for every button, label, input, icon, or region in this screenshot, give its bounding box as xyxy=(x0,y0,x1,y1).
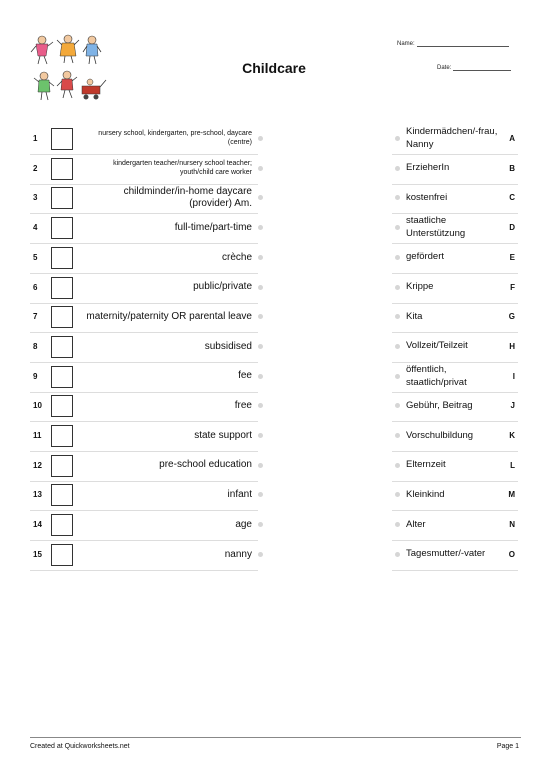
translation-letter: M xyxy=(508,490,515,500)
answer-box[interactable] xyxy=(51,158,73,180)
name-field[interactable] xyxy=(397,40,509,47)
translation-row xyxy=(392,213,518,244)
term-text: pre-school education xyxy=(159,459,252,471)
answer-box[interactable] xyxy=(51,277,73,299)
term-number: 12 xyxy=(33,460,42,470)
match-dot[interactable] xyxy=(395,225,400,230)
translation-row xyxy=(392,421,518,452)
term-text: free xyxy=(234,400,252,412)
answer-box[interactable] xyxy=(51,544,73,566)
term-text: full-time/part-time xyxy=(174,221,252,233)
translation-row xyxy=(392,273,518,304)
match-dot[interactable] xyxy=(395,463,400,468)
match-dot[interactable] xyxy=(258,136,263,141)
translation-letter: E xyxy=(509,252,515,262)
date-blank-line xyxy=(453,64,511,71)
term-number: 10 xyxy=(33,401,42,411)
date-field[interactable] xyxy=(437,64,511,71)
translation-letter: G xyxy=(508,312,515,322)
translation-row xyxy=(392,183,518,214)
match-dot[interactable] xyxy=(395,136,400,141)
match-dot[interactable] xyxy=(395,433,400,438)
translation-text: Gebühr, Beitrag xyxy=(406,399,473,411)
term-row xyxy=(30,213,258,244)
term-text: childminder/in-home daycare (provider) Am. xyxy=(123,185,252,210)
translation-letter: K xyxy=(509,431,515,440)
match-dot[interactable] xyxy=(395,344,400,349)
term-number: 13 xyxy=(33,490,42,500)
translation-text: kostenfrei xyxy=(406,191,448,203)
term-number: 7 xyxy=(33,312,38,322)
term-text: infant xyxy=(227,489,252,501)
answer-box[interactable] xyxy=(51,128,73,150)
match-dot[interactable] xyxy=(395,285,400,290)
match-dot[interactable] xyxy=(395,522,400,527)
term-row xyxy=(30,183,258,214)
match-dot[interactable] xyxy=(258,195,263,200)
translation-text: Tagesmutter/-vater xyxy=(406,548,486,560)
translation-letter: A xyxy=(509,134,515,143)
term-row xyxy=(30,510,258,541)
match-dot[interactable] xyxy=(258,403,263,408)
page-number: Page 1 xyxy=(496,743,519,750)
term-text: nanny xyxy=(224,548,252,560)
translation-row xyxy=(392,510,518,541)
translation-row xyxy=(392,451,518,482)
answer-box[interactable] xyxy=(51,366,73,388)
answer-box[interactable] xyxy=(51,187,73,209)
term-number: 3 xyxy=(33,193,38,203)
translation-row xyxy=(392,124,518,155)
translation-text: Alter xyxy=(406,518,426,530)
term-row xyxy=(30,421,258,452)
translation-text: Kleinkind xyxy=(406,488,445,500)
match-dot[interactable] xyxy=(258,255,263,260)
translation-letter: O xyxy=(508,549,515,559)
match-dot[interactable] xyxy=(258,522,263,527)
answer-box[interactable] xyxy=(51,425,73,447)
translation-row xyxy=(392,480,518,511)
match-dot[interactable] xyxy=(395,166,400,171)
translation-text: Kita xyxy=(406,310,423,322)
term-text: subsidised xyxy=(204,340,252,352)
term-number: 9 xyxy=(33,371,38,381)
answer-box[interactable] xyxy=(51,395,73,417)
term-row xyxy=(30,273,258,304)
name-label: Name: xyxy=(397,41,415,47)
match-dot[interactable] xyxy=(258,166,263,171)
term-row xyxy=(30,391,258,422)
translation-letter: J xyxy=(510,401,515,411)
term-number: 2 xyxy=(33,163,38,173)
term-number: 4 xyxy=(33,223,38,233)
translation-letter: L xyxy=(510,460,515,470)
term-row xyxy=(30,243,258,274)
answer-box[interactable] xyxy=(51,336,73,358)
match-dot[interactable] xyxy=(395,195,400,200)
name-blank-line xyxy=(417,40,509,47)
footer-divider xyxy=(30,737,521,738)
match-dot[interactable] xyxy=(395,314,400,319)
match-dot[interactable] xyxy=(258,374,263,379)
match-dot[interactable] xyxy=(395,374,400,379)
match-dot[interactable] xyxy=(258,314,263,319)
translation-letter: I xyxy=(512,371,515,381)
match-dot[interactable] xyxy=(258,492,263,497)
term-text: age xyxy=(235,518,252,530)
translation-text: staatliche Unterstützung xyxy=(406,215,466,240)
date-label: Date: xyxy=(437,65,452,71)
translation-row xyxy=(392,332,518,363)
term-number: 14 xyxy=(33,520,42,530)
term-row xyxy=(30,362,258,393)
term-number: 11 xyxy=(33,431,42,440)
translation-row xyxy=(392,362,518,393)
term-text: fee xyxy=(238,370,252,382)
term-row xyxy=(30,154,258,185)
match-dot[interactable] xyxy=(258,433,263,438)
answer-box[interactable] xyxy=(51,455,73,477)
term-number: 5 xyxy=(33,252,38,262)
translation-text: ErzieherIn xyxy=(406,162,450,174)
term-text: state support xyxy=(194,429,252,441)
term-row xyxy=(30,302,258,333)
match-dot[interactable] xyxy=(395,492,400,497)
term-row xyxy=(30,124,258,155)
translation-letter: H xyxy=(509,341,515,351)
match-dot[interactable] xyxy=(258,285,263,290)
match-dot[interactable] xyxy=(395,403,400,408)
term-number: 8 xyxy=(33,341,38,351)
term-text: maternity/paternity OR parental leave xyxy=(86,310,252,322)
term-number: 6 xyxy=(33,282,38,292)
translation-row xyxy=(392,302,518,333)
answer-box[interactable] xyxy=(51,247,73,269)
translation-text: Kindermädchen/-frau, Nanny xyxy=(406,126,498,150)
footer-credit: Created at Quickworksheets.net xyxy=(30,743,130,750)
answer-box[interactable] xyxy=(51,217,73,239)
translation-letter: D xyxy=(509,223,515,233)
term-row xyxy=(30,332,258,363)
match-dot[interactable] xyxy=(258,463,263,468)
translation-text: Vollzeit/Teilzeit xyxy=(406,340,468,352)
translation-text: Elternzeit xyxy=(406,459,446,471)
worksheet-title: Childcare xyxy=(242,60,306,76)
translation-row xyxy=(392,243,518,274)
match-dot[interactable] xyxy=(395,255,400,260)
answer-box[interactable] xyxy=(51,484,73,506)
translation-text: Krippe xyxy=(406,281,434,293)
term-text: nursery school, kindergarten, pre-school, daycare (centre) xyxy=(98,130,252,146)
term-row xyxy=(30,480,258,511)
translation-row xyxy=(392,540,518,571)
term-text: public/private xyxy=(193,281,252,293)
translation-row xyxy=(392,391,518,422)
term-number: 1 xyxy=(33,134,38,143)
translation-text: öffentlich, staatlich/privat xyxy=(406,363,467,388)
match-dot[interactable] xyxy=(258,225,263,230)
translation-letter: F xyxy=(510,282,515,292)
translation-letter: C xyxy=(509,193,515,203)
translation-letter: B xyxy=(509,163,515,173)
term-row xyxy=(30,451,258,482)
term-number: 15 xyxy=(33,549,42,559)
match-dot[interactable] xyxy=(395,552,400,557)
answer-box[interactable] xyxy=(51,306,73,328)
translation-text: Vorschulbildung xyxy=(406,429,474,441)
match-dot[interactable] xyxy=(258,552,263,557)
match-dot[interactable] xyxy=(258,344,263,349)
translation-text: gefördert xyxy=(406,251,445,263)
translation-row xyxy=(392,154,518,185)
term-text: crèche xyxy=(221,251,252,263)
answer-box[interactable] xyxy=(51,514,73,536)
translation-letter: N xyxy=(509,520,515,530)
term-text: kindergarten teacher/nursery school teacher; youth/child care worker xyxy=(113,159,252,176)
term-row xyxy=(30,540,258,571)
